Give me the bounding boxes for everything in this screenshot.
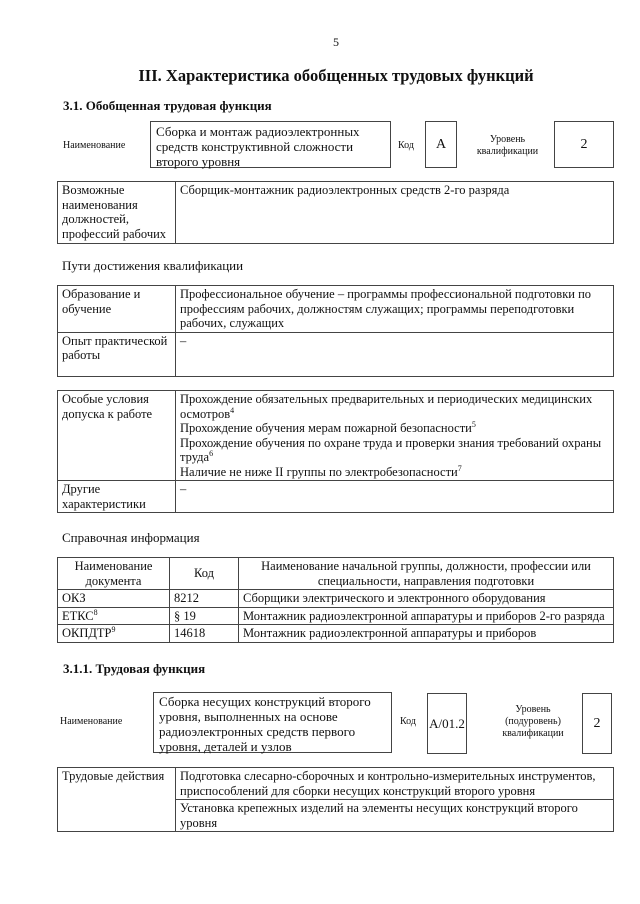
tf-level-label: Уровень (подуровень) квалификации bbox=[502, 704, 564, 739]
gtf-code-label: Код bbox=[398, 140, 414, 151]
paths-heading: Пути достижения квалификации bbox=[62, 258, 244, 273]
gtf-level-label: Уровень квалификации bbox=[476, 134, 539, 157]
reference-heading: Справочная информация bbox=[62, 530, 200, 545]
tf-heading: 3.1.1. Трудовая функция bbox=[63, 661, 206, 676]
conditions-items bbox=[176, 391, 614, 481]
gtf-name-value: Сборка и монтаж радиоэлектронных средств конструктивной сложности второго уровня bbox=[150, 121, 391, 168]
experience-label: Опыт практической работы bbox=[58, 332, 176, 376]
education-value: Профессиональное обучение – программы профессиональной подготовки по профессиям рабочих, должностям служащих; программы переподготовки рабочих, служащих bbox=[176, 286, 614, 333]
tf-code-label: Код bbox=[400, 716, 416, 727]
table-row: ЕТКС$^8$ § 19 Монтажник радиоэлектронной аппаратуры и приборов 2-го разряда bbox=[58, 607, 614, 625]
labor-actions-table bbox=[57, 767, 614, 832]
condition-item: Наличие не ниже II группы по электробезопасности$^7$ bbox=[180, 463, 462, 479]
experience-value: – bbox=[176, 332, 614, 376]
col-code: Код bbox=[170, 558, 239, 590]
condition-item: Прохождение обучения по охране труда и проверки знания требований охраны труда$^6$ bbox=[180, 435, 602, 464]
tf-name-value: Сборка несущих конструкций второго уровня, выполненных на основе радиоэлектронных средств первого уровня, деталей и узлов bbox=[153, 692, 392, 753]
gtf-heading: 3.1. Обобщенная трудовая функция bbox=[63, 98, 272, 113]
page-number: 5 bbox=[333, 35, 339, 49]
gtf-level-value: 2 bbox=[554, 121, 614, 168]
positions-value: Сборщик-монтажник радиоэлектронных средств 2-го разряда bbox=[176, 182, 614, 244]
table-row: ОКПДТР$^9$ 14618 Монтажник радиоэлектронной аппаратуры и приборов bbox=[58, 625, 614, 643]
education-label: Образование и обучение bbox=[58, 286, 176, 333]
labor-actions-label: Трудовые действия bbox=[58, 768, 176, 832]
positions-label: Возможные наименования должностей, профессий рабочих bbox=[58, 182, 176, 244]
gtf-name-label: Наименование bbox=[63, 140, 126, 151]
conditions-label: Особые условия допуска к работе bbox=[58, 391, 176, 481]
positions-table bbox=[57, 181, 614, 244]
section-title: III. Характеристика обобщенных трудовых функций bbox=[138, 66, 534, 85]
conditions-table bbox=[57, 390, 614, 513]
col-name: Наименование начальной группы, должности, профессии или специальности, направления подготовки bbox=[239, 558, 614, 590]
col-doc: Наименование документа bbox=[58, 558, 170, 590]
other-label: Другие характеристики bbox=[58, 481, 176, 513]
reference-table bbox=[57, 557, 614, 643]
other-value: – bbox=[176, 481, 614, 513]
gtf-code-value: А bbox=[425, 121, 457, 168]
condition-item: Прохождение обязательных предварительных и периодических медицинских осмотров$^4$ bbox=[180, 392, 593, 421]
tf-code-value: A/01.2 bbox=[427, 693, 467, 754]
tf-name-label: Наименование bbox=[60, 716, 123, 727]
tf-level-value: 2 bbox=[582, 693, 612, 754]
paths-table bbox=[57, 285, 614, 377]
labor-action-item: Подготовка слесарно-сборочных и контрольно-измерительных инструментов, приспособлений для сборки несущих конструкций второго уровня bbox=[176, 768, 614, 800]
condition-item: Прохождение обучения мерам пожарной безопасности$^5$ bbox=[180, 419, 476, 435]
labor-action-item: Установка крепежных изделий на элементы несущих конструкций второго уровня bbox=[176, 800, 614, 832]
table-row: ОКЗ 8212 Сборщики электрического и электронного оборудования bbox=[58, 590, 614, 608]
